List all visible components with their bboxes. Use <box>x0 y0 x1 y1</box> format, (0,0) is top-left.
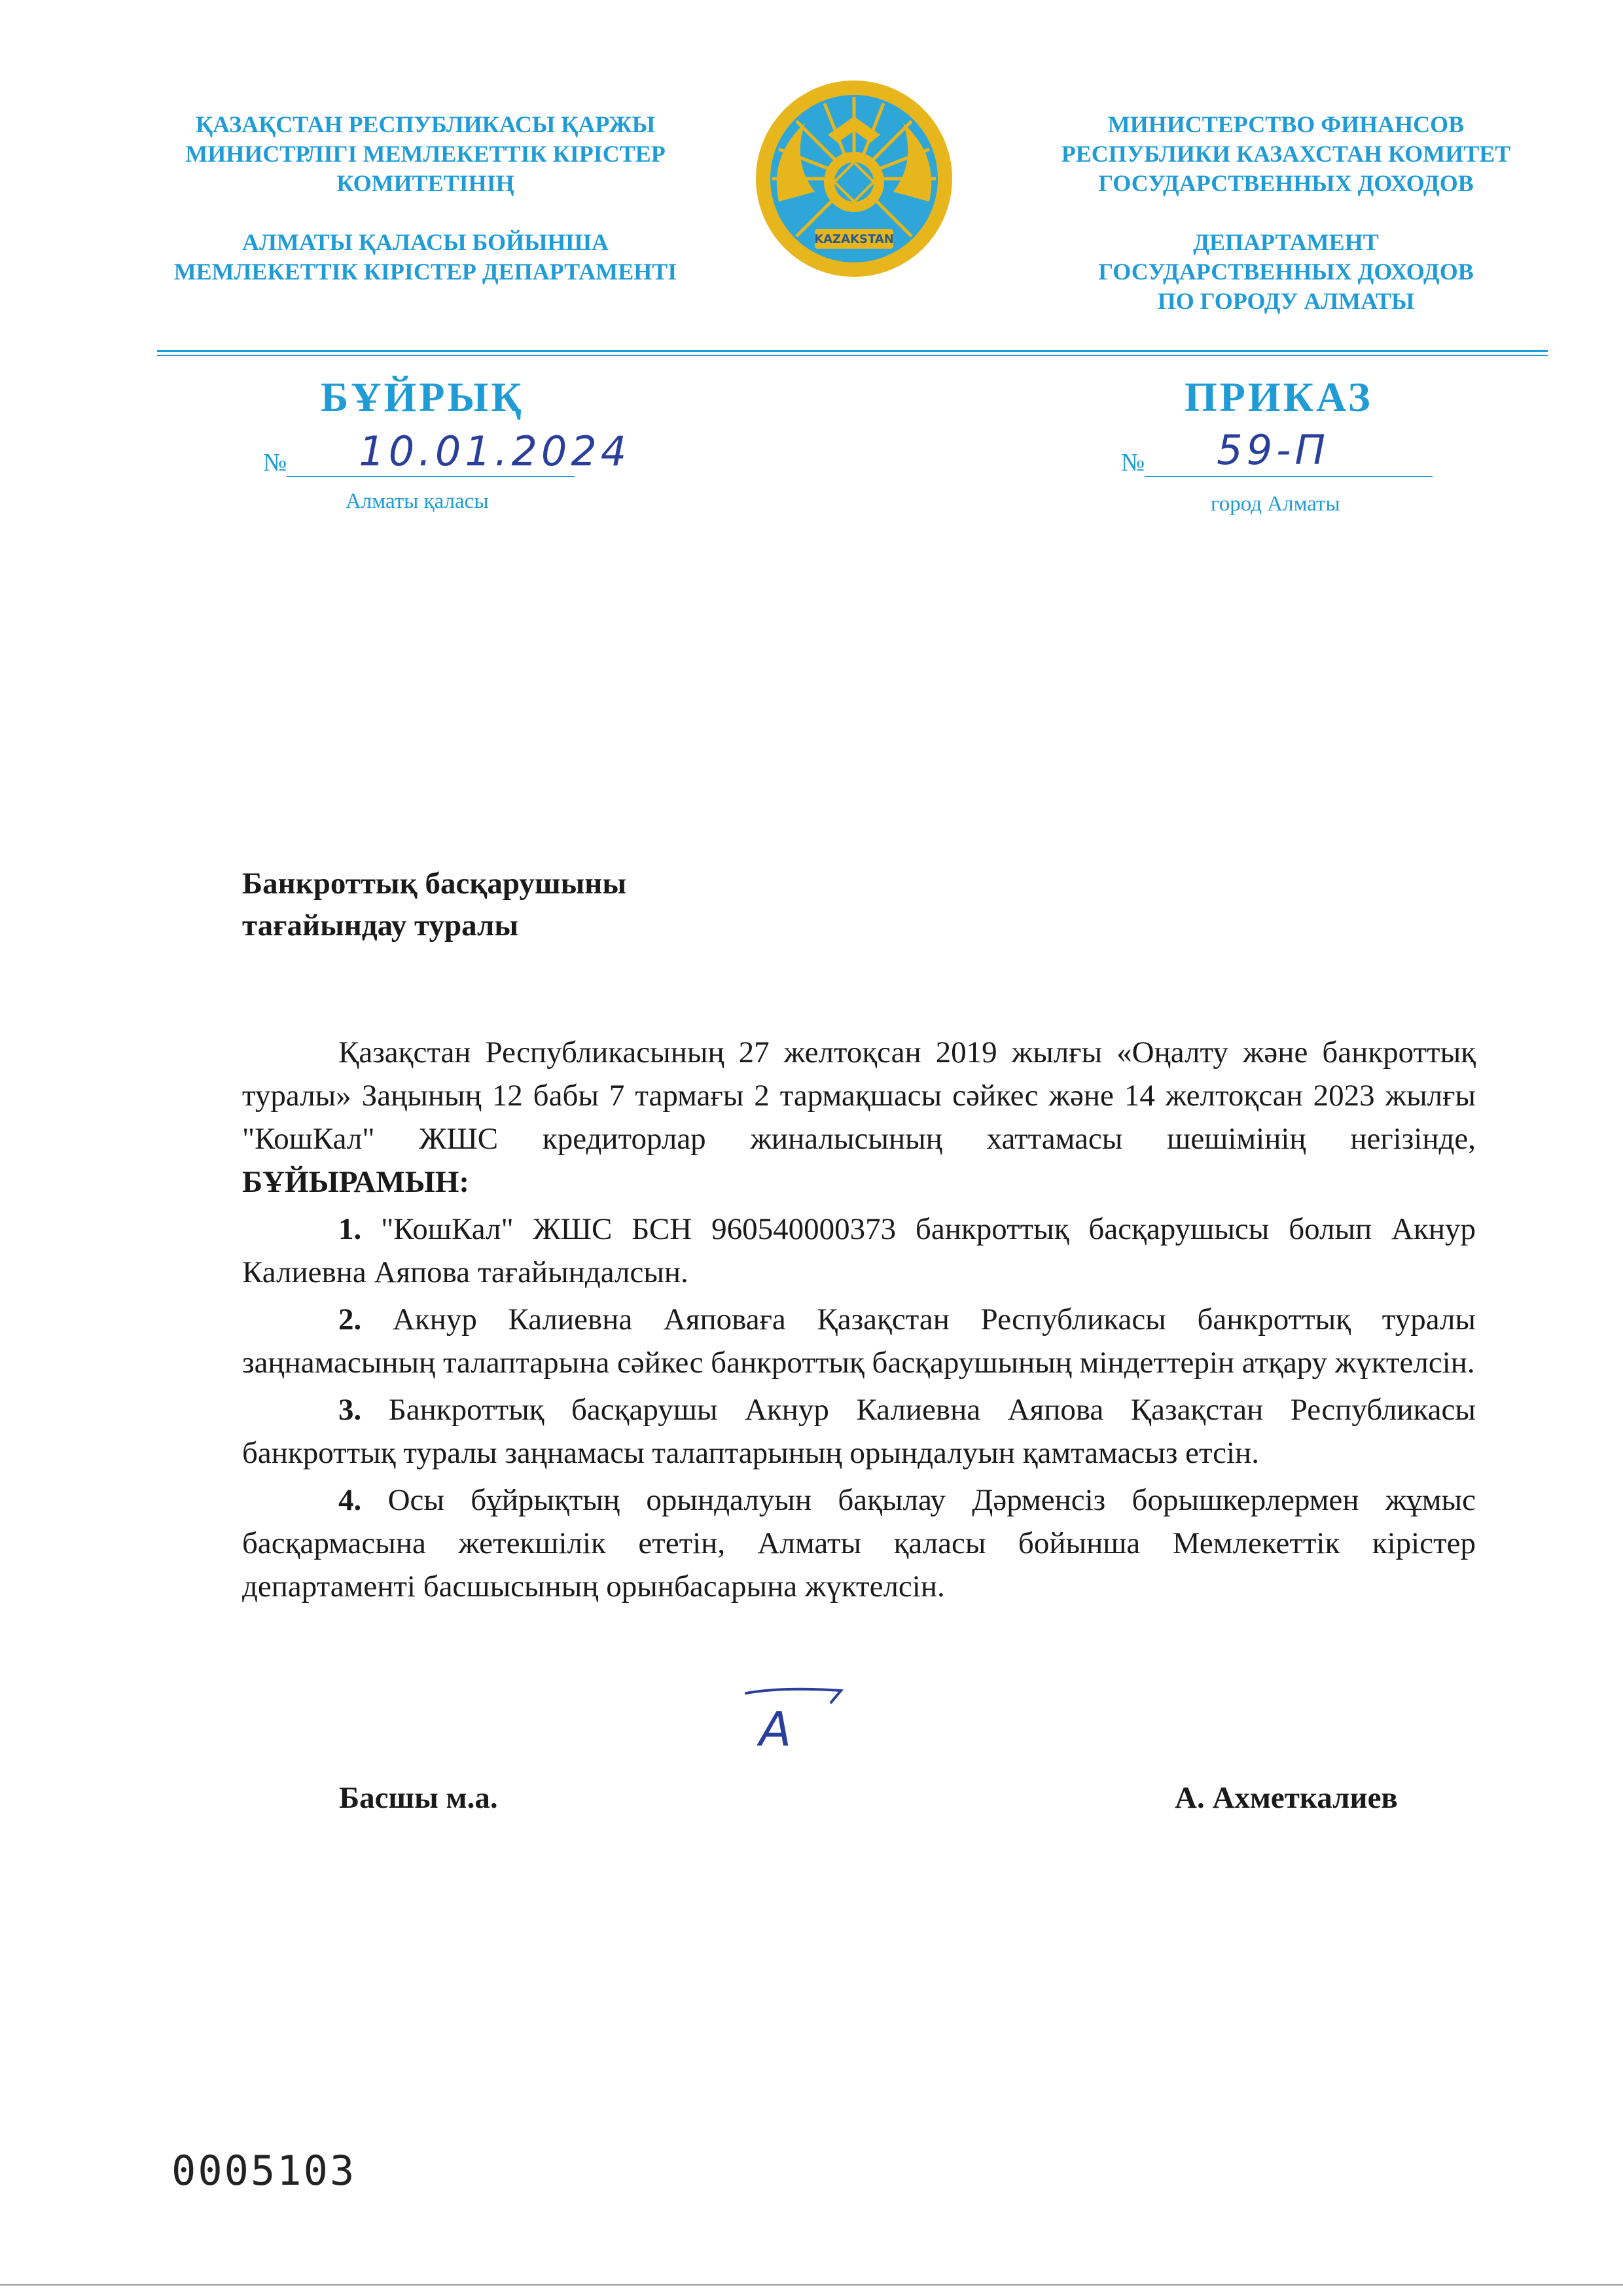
order-item <box>242 1479 1476 1608</box>
header-right-line: МИНИСТЕРСТВО ФИНАНСОВ <box>1107 111 1465 137</box>
emblem-text: KAZAKSTAN <box>814 232 894 246</box>
header-right-line: РЕСПУБЛИКИ КАЗАХСТАН КОМИТЕТ <box>1061 141 1511 167</box>
order-number-field <box>1121 426 1433 477</box>
header-right-line: ДЕПАРТАМЕНТ <box>1193 229 1379 255</box>
header-divider <box>157 350 1548 352</box>
order-date-field <box>263 427 631 477</box>
item-text: Осы бұйрықтың орындалуын бақылау Дәрменсіз борышкерлермен жұмыс басқармасына жетекшілік ететін, Алматы қаласы бойынша Мемлекеттік кірістер департаменті басшысының орынбасарына жүктелсін. <box>242 1483 1476 1604</box>
intro-paragraph <box>242 1031 1476 1204</box>
item-number: 1. <box>338 1212 362 1246</box>
header-left-line: АЛМАТЫ ҚАЛАСЫ БОЙЫНША <box>242 229 609 255</box>
handwritten-date: 10.01.2024 <box>359 427 631 475</box>
signatory-name: А. Ахметкалиев <box>1175 1781 1398 1815</box>
city-ru: город Алматы <box>1211 492 1340 516</box>
order-item <box>242 1298 1476 1384</box>
header-right-line: ГОСУДАРСТВЕННЫХ ДОХОДОВ <box>1098 170 1474 196</box>
subject-line: тағайындау туралы <box>242 908 519 942</box>
item-number: 2. <box>338 1302 362 1336</box>
handwritten-stroke-icon <box>743 1679 861 1705</box>
order-title-ru: ПРИКАЗ <box>1185 374 1373 420</box>
header-right-line: ПО ГОРОДУ АЛМАТЫ <box>1157 288 1415 314</box>
number-sign: № <box>263 449 287 476</box>
order-title-kz: БҰЙРЫҚ <box>321 374 524 420</box>
number-sign: № <box>1121 449 1145 476</box>
signatory-position: Басшы м.а. <box>339 1781 498 1815</box>
header-left-line: ҚАЗАҚСТАН РЕСПУБЛИКАСЫ ҚАРЖЫ <box>195 111 656 137</box>
form-serial-number: 0005103 <box>171 2147 357 2195</box>
item-text: Банкроттық басқарушы Акнур Калиевна Аяпова Қазақстан Республикасы банкроттық туралы заңнамасы талаптарының орындалуын қамтамасыз етсін. <box>242 1393 1476 1470</box>
order-body <box>242 1031 1476 1608</box>
item-text: Акнур Калиевна Аяповаға Қазақстан Республикасы банкроттық туралы заңнамасының талаптарына сәйкес банкроттық басқарушының міндеттерін атқару жүктелсін. <box>242 1302 1476 1380</box>
handwritten-initial: А <box>759 1702 792 1757</box>
item-number: 3. <box>338 1393 362 1427</box>
state-emblem-icon <box>753 77 955 280</box>
intro-command: БҰЙЫРАМЫН: <box>242 1165 470 1199</box>
header-left-line: КОМИТЕТІНІҢ <box>336 170 514 196</box>
page-edge <box>0 2284 1623 2286</box>
order-item <box>242 1208 1476 1294</box>
intro-text: Қазақстан Республикасының 27 желтоқсан 2019 жылғы «Оңалту және банкроттық туралы» Заңының 12 бабы 7 тармағы 2 тармақшасы сәйкес және 14 желтоқсан 2023 жылғы "КошКал" ЖШС кредиторлар жиналысының хаттамасы шешімінің негізінде, <box>242 1035 1476 1156</box>
item-number: 4. <box>338 1483 362 1517</box>
header-right-block <box>1047 110 1525 316</box>
header-divider <box>157 355 1548 356</box>
order-subject <box>242 863 626 946</box>
header-left-block <box>154 110 697 287</box>
handwritten-number: 59-П <box>1217 426 1330 474</box>
order-item <box>242 1388 1476 1475</box>
header-left-line: МЕМЛЕКЕТТІК КІРІСТЕР ДЕПАРТАМЕНТІ <box>173 259 677 285</box>
item-text: "КошКал" ЖШС БСН 960540000373 банкроттық басқарушысы болып Акнур Калиевна Аяпова тағайындалсын. <box>242 1212 1476 1289</box>
header-left-line: МИНИСТРЛІГІ МЕМЛЕКЕТТІК КІРІСТЕР <box>185 141 666 167</box>
city-kz: Алматы қаласы <box>346 490 489 513</box>
header-right-line: ГОСУДАРСТВЕННЫХ ДОХОДОВ <box>1098 259 1474 285</box>
subject-line: Банкроттық басқарушыны <box>242 867 627 901</box>
